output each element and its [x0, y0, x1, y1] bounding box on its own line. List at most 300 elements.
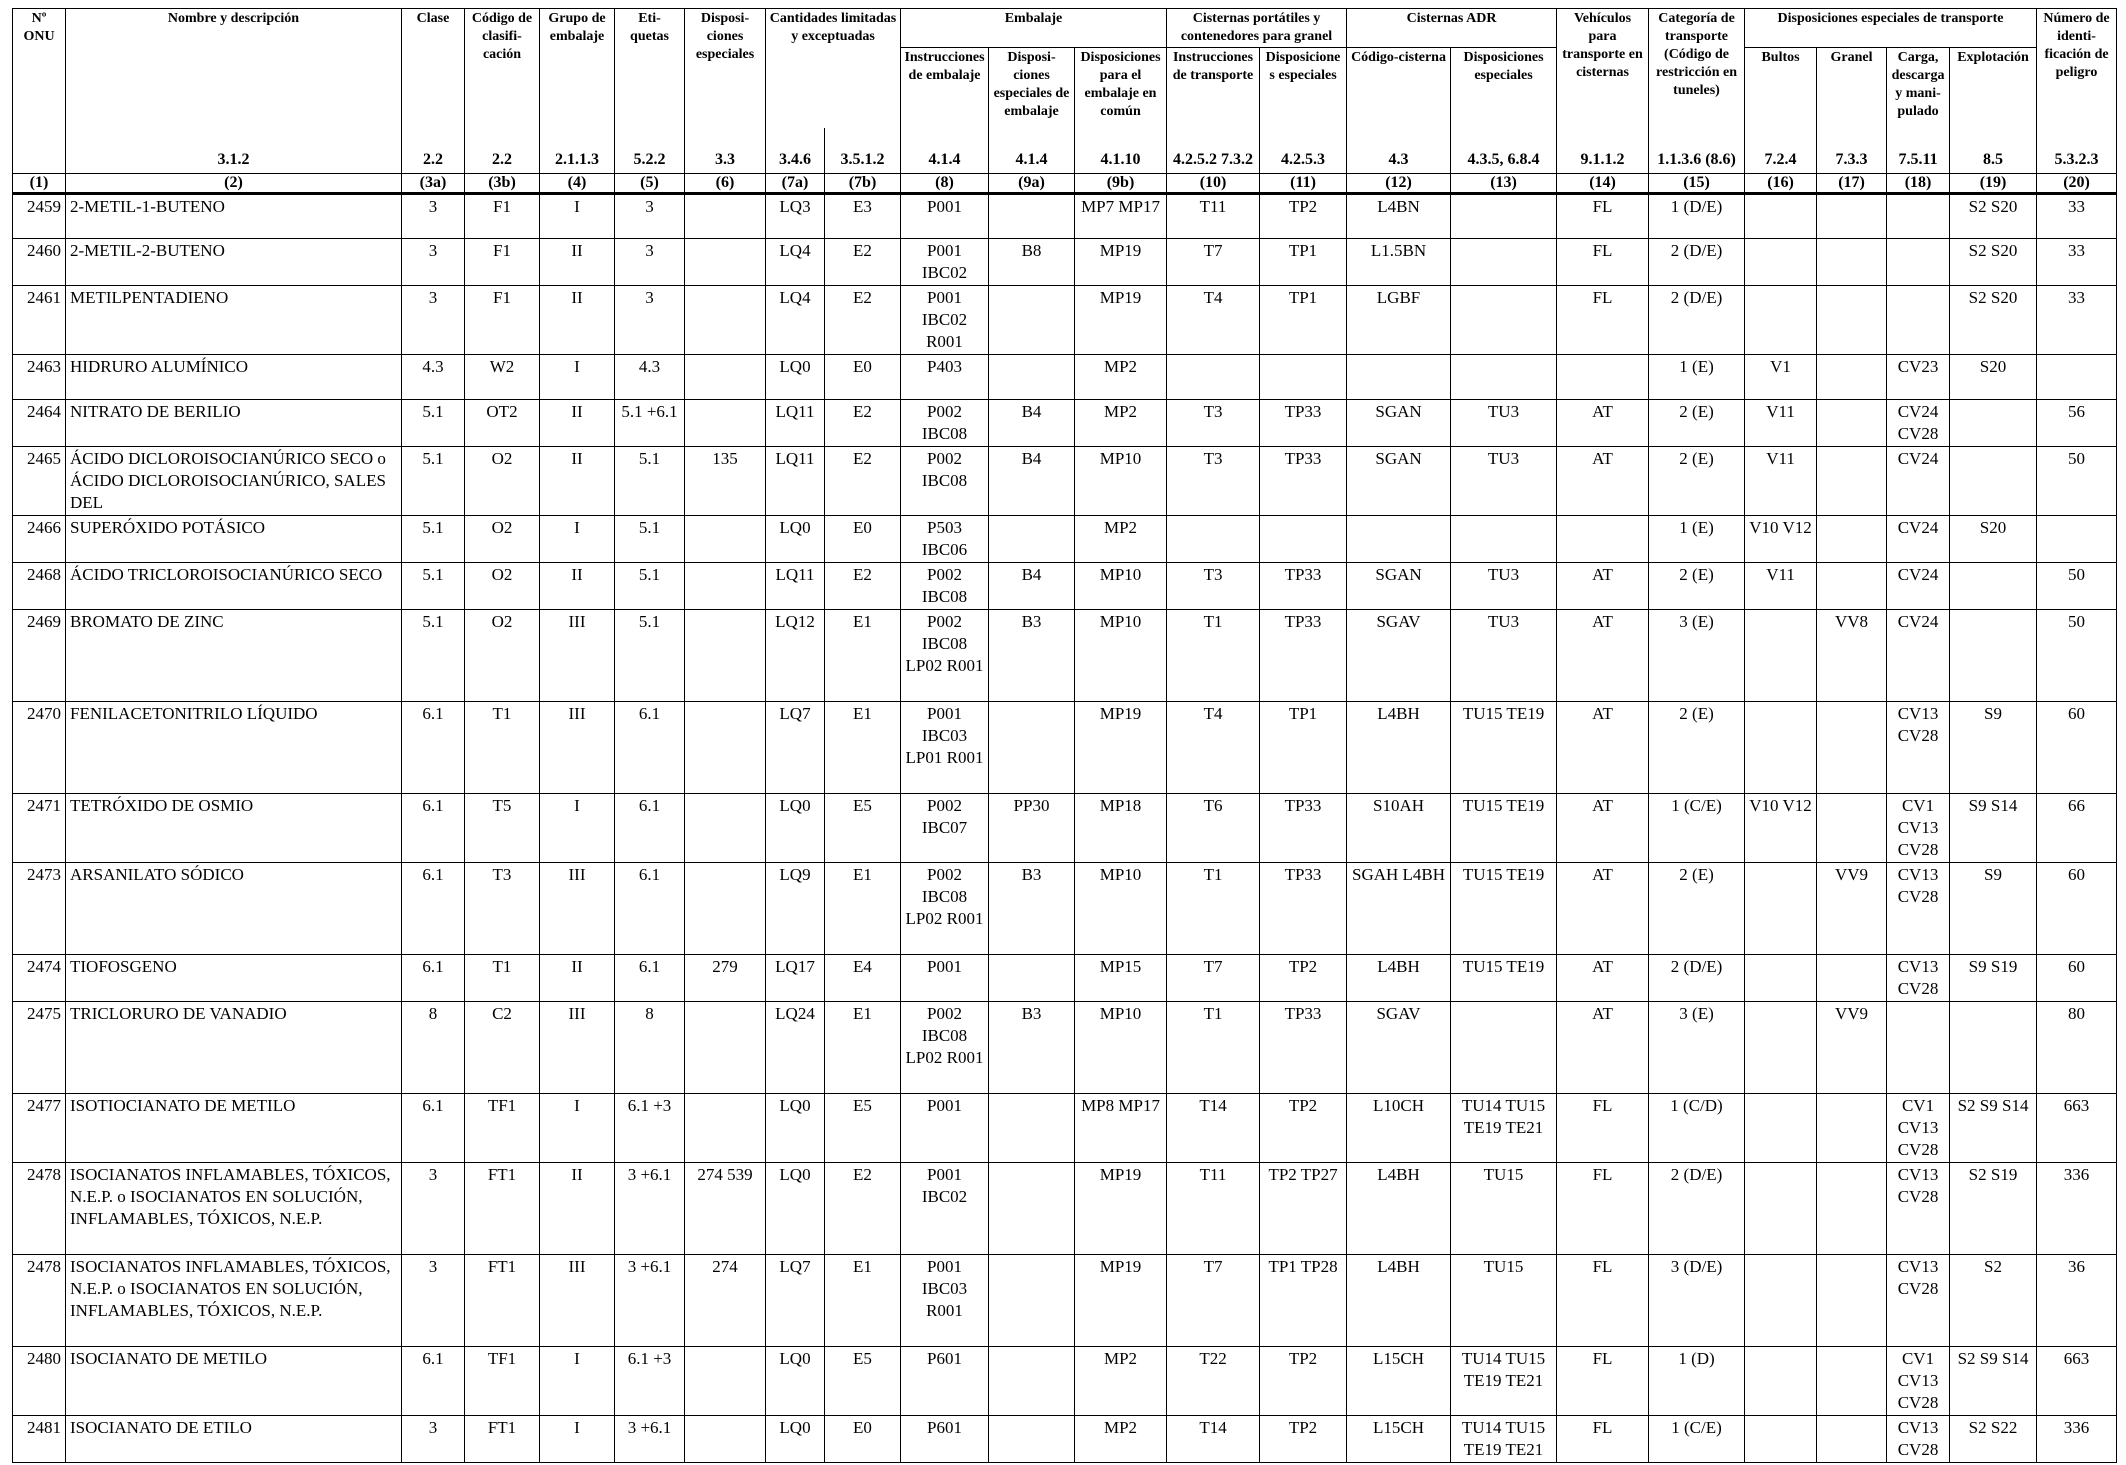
cell-c13: TU14 TU15 TE19 TE21	[1451, 1347, 1557, 1416]
cell-c11: TP1	[1260, 702, 1347, 794]
cell-c3b: T3	[465, 863, 540, 955]
cell-c9b: MP10	[1075, 1002, 1167, 1094]
cell-c15: 3 (E)	[1649, 1002, 1745, 1094]
cell-c9b: MP15	[1075, 955, 1167, 1002]
cell-c9a	[989, 702, 1075, 794]
cell-c7a: LQ9	[766, 863, 825, 955]
cell-c7b: E2	[825, 286, 901, 355]
cell-c18: CV24	[1887, 516, 1950, 563]
header-instrucciones-embalaje: Instrucciones de embalaje	[901, 48, 989, 128]
cell-c3b: C2	[465, 1002, 540, 1094]
header-vehiculos: Vehículos para transporte en cisternas	[1557, 9, 1649, 128]
cell-c5: 5.1 +6.1	[615, 400, 685, 447]
cell-c8: P001	[901, 955, 989, 1002]
cell-c17	[1817, 400, 1887, 447]
cell-c16	[1745, 1416, 1817, 1463]
cell-name: FENILACETONITRILO LÍQUIDO	[66, 702, 402, 794]
cell-c11: TP33	[1260, 610, 1347, 702]
cell-c18: CV13 CV28	[1887, 1416, 1950, 1463]
cell-c9a: B4	[989, 563, 1075, 610]
header-ref-c4: 2.1.1.3	[540, 128, 615, 174]
cell-c6	[685, 355, 766, 400]
header-disp-especiales-cist: Disposicione s especiales	[1260, 48, 1347, 128]
cell-un: 2464	[13, 400, 66, 447]
cell-c12: SGAN	[1347, 563, 1451, 610]
cell-c17	[1817, 447, 1887, 516]
header-ref-c7b: 3.5.1.2	[825, 128, 901, 174]
cell-c3b: FT1	[465, 1163, 540, 1255]
cell-c16: V11	[1745, 563, 1817, 610]
header-ref-c9b: 4.1.10	[1075, 128, 1167, 174]
cell-un: 2468	[13, 563, 66, 610]
table-row	[13, 355, 2117, 400]
cell-c14: AT	[1557, 447, 1649, 516]
cell-c7a: LQ17	[766, 955, 825, 1002]
cell-c3a: 6.1	[402, 1347, 465, 1416]
cell-c5: 6.1	[615, 955, 685, 1002]
cell-c19: S2 S20	[1950, 286, 2037, 355]
header-disp-especiales: Disposi- ciones especiales	[685, 9, 766, 128]
header-ref-c18: 7.5.11	[1887, 128, 1950, 174]
cell-c17	[1817, 1255, 1887, 1347]
cell-c4: III	[540, 610, 615, 702]
header-colnum-c11: (11)	[1260, 174, 1347, 194]
cell-c18: CV23	[1887, 355, 1950, 400]
cell-c8: P002 IBC08	[901, 447, 989, 516]
cell-c17: VV9	[1817, 863, 1887, 955]
cell-c10: T6	[1167, 794, 1260, 863]
cell-c7a: LQ7	[766, 1255, 825, 1347]
cell-name: TETRÓXIDO DE OSMIO	[66, 794, 402, 863]
cell-c8: P001	[901, 194, 989, 239]
cell-c6	[685, 702, 766, 794]
cell-c9a: B8	[989, 239, 1075, 286]
cell-un: 2469	[13, 610, 66, 702]
cell-c18	[1887, 1002, 1950, 1094]
cell-c7b: E0	[825, 355, 901, 400]
cell-name: 2-METIL-1-BUTENO	[66, 194, 402, 239]
cell-c13: TU15 TE19	[1451, 955, 1557, 1002]
cell-c16: V11	[1745, 400, 1817, 447]
header-colnum-c19: (19)	[1950, 174, 2037, 194]
table-row	[13, 1347, 2117, 1416]
cell-c3b: T5	[465, 794, 540, 863]
cell-c7a: LQ0	[766, 516, 825, 563]
cell-c3b: W2	[465, 355, 540, 400]
cell-c7b: E2	[825, 239, 901, 286]
header-colnum-c7a: (7a)	[766, 174, 825, 194]
cell-c11: TP2 TP27	[1260, 1163, 1347, 1255]
table-row	[13, 610, 2117, 702]
cell-c13: TU15	[1451, 1163, 1557, 1255]
cell-c20: 60	[2037, 863, 2117, 955]
cell-c20: 60	[2037, 955, 2117, 1002]
cell-c6	[685, 1002, 766, 1094]
cell-un: 2475	[13, 1002, 66, 1094]
cell-c12: SGAN	[1347, 400, 1451, 447]
cell-c3a: 6.1	[402, 702, 465, 794]
cell-c14: AT	[1557, 563, 1649, 610]
cell-c13	[1451, 194, 1557, 239]
cell-c3b: T1	[465, 955, 540, 1002]
cell-c19: S2 S22	[1950, 1416, 2037, 1463]
cell-c7b: E2	[825, 563, 901, 610]
cell-un: 2478	[13, 1255, 66, 1347]
cell-c17	[1817, 1347, 1887, 1416]
header-disp-embalaje-comun: Disposiciones para el embalaje en común	[1075, 48, 1167, 128]
cell-c8: P002 IBC07	[901, 794, 989, 863]
cell-name: NITRATO DE BERILIO	[66, 400, 402, 447]
cell-c8: P002 IBC08	[901, 400, 989, 447]
header-un-no: Nº ONU	[13, 9, 66, 128]
cell-c17	[1817, 239, 1887, 286]
header-codigo-clasif: Código de clasifi- cación	[465, 9, 540, 128]
cell-c7b: E2	[825, 1163, 901, 1255]
cell-c6	[685, 194, 766, 239]
cell-c17	[1817, 194, 1887, 239]
cell-c9a	[989, 1163, 1075, 1255]
header-colnum-c3b: (3b)	[465, 174, 540, 194]
cell-c9a	[989, 1094, 1075, 1163]
cell-c15: 2 (E)	[1649, 702, 1745, 794]
cell-name: BROMATO DE ZINC	[66, 610, 402, 702]
cell-c17	[1817, 355, 1887, 400]
cell-c15: 2 (D/E)	[1649, 955, 1745, 1002]
header-granel: Granel	[1817, 48, 1887, 128]
header-row-column-numbers	[13, 174, 2117, 194]
cell-c14: FL	[1557, 194, 1649, 239]
cell-c20: 36	[2037, 1255, 2117, 1347]
cell-c4: I	[540, 355, 615, 400]
cell-c17	[1817, 1094, 1887, 1163]
cell-c14	[1557, 516, 1649, 563]
cell-c10: T7	[1167, 955, 1260, 1002]
cell-c12: LGBF	[1347, 286, 1451, 355]
header-cisternas-portatiles: Cisternas portátiles y contenedores para granel	[1167, 9, 1347, 48]
cell-c14: FL	[1557, 1163, 1649, 1255]
cell-c12: L15CH	[1347, 1416, 1451, 1463]
cell-c13: TU3	[1451, 610, 1557, 702]
cell-c8: P403	[901, 355, 989, 400]
cell-c14: AT	[1557, 794, 1649, 863]
cell-c3b: FT1	[465, 1255, 540, 1347]
cell-c4: I	[540, 1416, 615, 1463]
adr-dangerous-goods-table	[12, 8, 2117, 1463]
cell-c5: 5.1	[615, 563, 685, 610]
cell-c3a: 5.1	[402, 400, 465, 447]
cell-c4: II	[540, 563, 615, 610]
cell-c9b: MP8 MP17	[1075, 1094, 1167, 1163]
cell-name: METILPENTADIENO	[66, 286, 402, 355]
cell-un: 2471	[13, 794, 66, 863]
cell-c12: SGAV	[1347, 610, 1451, 702]
cell-c5: 3	[615, 239, 685, 286]
header-ref-c11: 4.2.5.3	[1260, 128, 1347, 174]
cell-c9b: MP10	[1075, 563, 1167, 610]
cell-c6	[685, 286, 766, 355]
cell-c5: 6.1 +3	[615, 1347, 685, 1416]
cell-c9b: MP19	[1075, 1255, 1167, 1347]
header-colnum-c7b: (7b)	[825, 174, 901, 194]
cell-c20	[2037, 355, 2117, 400]
cell-c5: 3	[615, 286, 685, 355]
cell-c7b: E0	[825, 516, 901, 563]
cell-c3a: 5.1	[402, 516, 465, 563]
cell-c14: FL	[1557, 286, 1649, 355]
cell-c15: 3 (E)	[1649, 610, 1745, 702]
cell-c10: T14	[1167, 1416, 1260, 1463]
cell-c12: L1.5BN	[1347, 239, 1451, 286]
cell-c4: I	[540, 194, 615, 239]
cell-name: SUPERÓXIDO POTÁSICO	[66, 516, 402, 563]
table-row	[13, 447, 2117, 516]
cell-c9b: MP10	[1075, 863, 1167, 955]
cell-c9b: MP18	[1075, 794, 1167, 863]
cell-c18: CV24	[1887, 610, 1950, 702]
cell-c3a: 3	[402, 194, 465, 239]
cell-c10	[1167, 516, 1260, 563]
cell-c18: CV13 CV28	[1887, 1255, 1950, 1347]
cell-c20: 56	[2037, 400, 2117, 447]
cell-c16	[1745, 1347, 1817, 1416]
header-row-titles	[13, 9, 2117, 48]
cell-c12: L4BH	[1347, 1255, 1451, 1347]
cell-c5: 3 +6.1	[615, 1255, 685, 1347]
cell-c14: FL	[1557, 1094, 1649, 1163]
cell-c14: AT	[1557, 610, 1649, 702]
cell-c18: CV1 CV13 CV28	[1887, 794, 1950, 863]
cell-c16	[1745, 1255, 1817, 1347]
cell-c5: 3 +6.1	[615, 1416, 685, 1463]
cell-un: 2474	[13, 955, 66, 1002]
cell-un: 2481	[13, 1416, 66, 1463]
header-ref-un	[13, 128, 66, 174]
cell-name: ÁCIDO DICLOROISOCIANÚRICO SECO o ÁCIDO DICLOROISOCIANÚRICO, SALES DEL	[66, 447, 402, 516]
cell-c3a: 6.1	[402, 1094, 465, 1163]
cell-c16	[1745, 702, 1817, 794]
cell-c7b: E5	[825, 794, 901, 863]
cell-c18: CV13 CV28	[1887, 1163, 1950, 1255]
cell-c12: SGAN	[1347, 447, 1451, 516]
cell-c17	[1817, 516, 1887, 563]
header-row-references	[13, 128, 2117, 174]
cell-c12	[1347, 516, 1451, 563]
header-colnum-c13: (13)	[1451, 174, 1557, 194]
cell-c15: 2 (D/E)	[1649, 1163, 1745, 1255]
cell-c20: 336	[2037, 1163, 2117, 1255]
header-ref-c6: 3.3	[685, 128, 766, 174]
cell-c7a: LQ0	[766, 1094, 825, 1163]
cell-c7a: LQ11	[766, 400, 825, 447]
cell-c10: T4	[1167, 702, 1260, 794]
cell-c10: T11	[1167, 194, 1260, 239]
cell-c9b: MP2	[1075, 1416, 1167, 1463]
cell-c10: T7	[1167, 239, 1260, 286]
cell-c3a: 5.1	[402, 447, 465, 516]
cell-c5: 3	[615, 194, 685, 239]
cell-name: TIOFOSGENO	[66, 955, 402, 1002]
cell-c18: CV13 CV28	[1887, 955, 1950, 1002]
cell-c7b: E1	[825, 702, 901, 794]
cell-c18: CV13 CV28	[1887, 863, 1950, 955]
cell-c4: III	[540, 1002, 615, 1094]
header-ref-c8: 4.1.4	[901, 128, 989, 174]
cell-c4: II	[540, 286, 615, 355]
cell-c13	[1451, 516, 1557, 563]
cell-c13: TU3	[1451, 563, 1557, 610]
cell-c19: S2 S20	[1950, 239, 2037, 286]
cell-c11: TP1	[1260, 239, 1347, 286]
cell-c7b: E1	[825, 1002, 901, 1094]
cell-c3b: O2	[465, 610, 540, 702]
cell-c3a: 6.1	[402, 863, 465, 955]
table-row	[13, 1163, 2117, 1255]
cell-c11	[1260, 516, 1347, 563]
cell-c8: P001	[901, 1094, 989, 1163]
cell-c9a: B3	[989, 1002, 1075, 1094]
cell-c16: V1	[1745, 355, 1817, 400]
cell-c5: 5.1	[615, 516, 685, 563]
cell-c20: 80	[2037, 1002, 2117, 1094]
cell-c3a: 4.3	[402, 355, 465, 400]
cell-c5: 5.1	[615, 610, 685, 702]
cell-c9b: MP2	[1075, 1347, 1167, 1416]
cell-c6	[685, 794, 766, 863]
cell-c15: 2 (E)	[1649, 447, 1745, 516]
cell-c19: S9 S19	[1950, 955, 2037, 1002]
cell-c7a: LQ0	[766, 355, 825, 400]
header-grupo-embalaje: Grupo de embalaje	[540, 9, 615, 128]
header-ref-c19: 8.5	[1950, 128, 2037, 174]
cell-c11: TP33	[1260, 563, 1347, 610]
cell-c11: TP2	[1260, 1347, 1347, 1416]
cell-c20	[2037, 516, 2117, 563]
cell-c9a: B3	[989, 610, 1075, 702]
cell-c10: T3	[1167, 563, 1260, 610]
cell-c9a	[989, 1347, 1075, 1416]
cell-c10: T1	[1167, 1002, 1260, 1094]
cell-c19: S2 S19	[1950, 1163, 2037, 1255]
cell-c19	[1950, 400, 2037, 447]
cell-c14: AT	[1557, 863, 1649, 955]
header-embalaje: Embalaje	[901, 9, 1167, 48]
cell-c19: S9 S14	[1950, 794, 2037, 863]
cell-c4: III	[540, 863, 615, 955]
cell-c13: TU15 TE19	[1451, 702, 1557, 794]
cell-c9b: MP19	[1075, 239, 1167, 286]
cell-name: ISOCIANATO DE ETILO	[66, 1416, 402, 1463]
cell-c9a	[989, 286, 1075, 355]
cell-c16	[1745, 194, 1817, 239]
cell-c12: L4BN	[1347, 194, 1451, 239]
cell-un: 2477	[13, 1094, 66, 1163]
cell-c13: TU14 TU15 TE19 TE21	[1451, 1416, 1557, 1463]
cell-c6: 279	[685, 955, 766, 1002]
cell-c13: TU15	[1451, 1255, 1557, 1347]
cell-c7a: LQ0	[766, 1416, 825, 1463]
table-row	[13, 286, 2117, 355]
cell-c7b: E1	[825, 863, 901, 955]
cell-c9a	[989, 955, 1075, 1002]
cell-c11: TP33	[1260, 794, 1347, 863]
cell-c7b: E1	[825, 1255, 901, 1347]
cell-c11: TP1 TP28	[1260, 1255, 1347, 1347]
table-row	[13, 1416, 2117, 1463]
cell-c18	[1887, 194, 1950, 239]
cell-c10: T22	[1167, 1347, 1260, 1416]
header-disp-esp-embalaje: Disposi- ciones especiales de embalaje	[989, 48, 1075, 128]
cell-c15: 1 (D/E)	[1649, 194, 1745, 239]
cell-c11: TP33	[1260, 863, 1347, 955]
cell-c17	[1817, 794, 1887, 863]
cell-c18: CV24 CV28	[1887, 400, 1950, 447]
cell-c12: SGAV	[1347, 1002, 1451, 1094]
table-body	[13, 194, 2117, 1463]
cell-c9a: B3	[989, 863, 1075, 955]
cell-c7b: E5	[825, 1094, 901, 1163]
cell-c7a: LQ11	[766, 563, 825, 610]
cell-c3b: F1	[465, 194, 540, 239]
cell-c9b: MP19	[1075, 1163, 1167, 1255]
cell-c4: II	[540, 239, 615, 286]
header-categoria: Categoría de transporte (Código de restricción en tuneles)	[1649, 9, 1745, 128]
cell-c7a: LQ0	[766, 794, 825, 863]
header-name-desc: Nombre y descripción	[66, 9, 402, 128]
cell-un: 2470	[13, 702, 66, 794]
header-colnum-c20: (20)	[2037, 174, 2117, 194]
cell-c9b: MP10	[1075, 447, 1167, 516]
cell-c5: 6.1	[615, 702, 685, 794]
table-row	[13, 1094, 2117, 1163]
cell-c20: 50	[2037, 563, 2117, 610]
cell-c7a: LQ7	[766, 702, 825, 794]
cell-c7a: LQ3	[766, 194, 825, 239]
cell-c11: TP2	[1260, 1094, 1347, 1163]
cell-c12: SGAH L4BH	[1347, 863, 1451, 955]
cell-c15: 2 (E)	[1649, 863, 1745, 955]
header-ref-c5: 5.2.2	[615, 128, 685, 174]
cell-c8: P001 IBC02	[901, 1163, 989, 1255]
cell-c11: TP33	[1260, 400, 1347, 447]
cell-c19: S20	[1950, 516, 2037, 563]
header-colnum-c14: (14)	[1557, 174, 1649, 194]
cell-c12	[1347, 355, 1451, 400]
table-header	[13, 9, 2117, 194]
cell-c3a: 6.1	[402, 794, 465, 863]
cell-c9b: MP2	[1075, 355, 1167, 400]
cell-c4: I	[540, 516, 615, 563]
cell-c7a: LQ12	[766, 610, 825, 702]
cell-c18: CV13 CV28	[1887, 702, 1950, 794]
cell-c4: II	[540, 1163, 615, 1255]
cell-c11	[1260, 355, 1347, 400]
table-row	[13, 702, 2117, 794]
cell-name: HIDRURO ALUMÍNICO	[66, 355, 402, 400]
cell-c3b: F1	[465, 286, 540, 355]
cell-c13	[1451, 1002, 1557, 1094]
cell-c13: TU3	[1451, 400, 1557, 447]
cell-c8: P601	[901, 1416, 989, 1463]
cell-c3a: 5.1	[402, 563, 465, 610]
cell-c19: S2 S20	[1950, 194, 2037, 239]
cell-c19	[1950, 1002, 2037, 1094]
cell-c17	[1817, 1416, 1887, 1463]
cell-c5: 3 +6.1	[615, 1163, 685, 1255]
cell-c18	[1887, 286, 1950, 355]
cell-c13: TU3	[1451, 447, 1557, 516]
cell-c16	[1745, 1002, 1817, 1094]
cell-c19: S20	[1950, 355, 2037, 400]
